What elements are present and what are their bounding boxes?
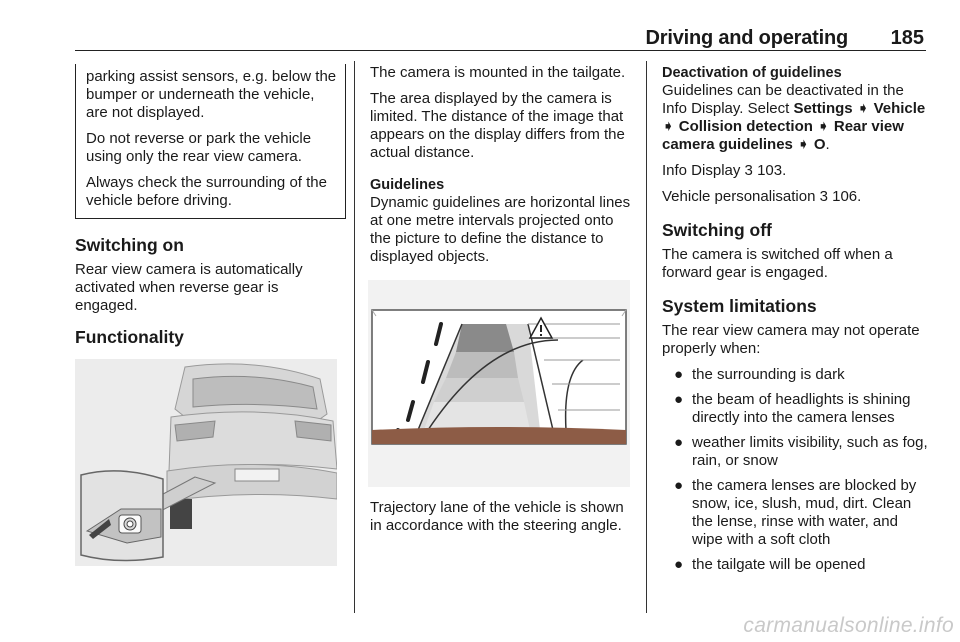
list-item-text: the beam of headlights is shining directly into the camera lenses [692,391,911,426]
period: . [825,136,830,153]
list-item-text: the surrounding is dark [692,366,845,383]
reference-page: 103. [757,162,787,179]
limitations-list [662,366,928,574]
bullet-icon: ● [674,366,684,383]
bullet-icon: ● [674,434,684,451]
list-item [662,556,928,574]
warning-text: Always check the surrounding of the vehicle before driving. [86,174,327,209]
paragraph: The camera is switched off when a forward gear is engaged. [662,246,893,281]
figure-caption: Trajectory lane of the vehicle is shown in accordance with the steering angle. [370,499,624,534]
car-rear-illustration [75,359,337,566]
list-item-text: the tailgate will be opened [692,556,866,573]
off-symbol: O [813,136,826,153]
paragraph: Rear view camera is automatically activated when reverse gear is engaged. [75,261,303,314]
paragraph: The camera is mounted in the tailgate. [370,64,626,81]
cross-reference [662,188,928,206]
warning-text: Do not reverse or park the vehicle using only the rear view camera. [86,130,312,165]
reference-page: 106. [832,188,862,205]
car-rear-camera-icon [75,359,337,566]
list-item [662,391,928,427]
bullet-icon: ● [674,556,684,573]
menu-path-collision-detection: Collision detection [678,118,813,135]
menu-path-rear-view-guidelines: Rear view camera guidelines [662,118,904,153]
paragraph: The rear view camera may not operate properly when: [662,322,920,357]
bullet-icon: ● [674,477,684,494]
list-item-text: the camera lenses are blocked by snow, ice, slush, mud, dirt. Clean the lense, rinse with water, and wipe with a soft cloth [692,477,917,548]
heading-system-limitations: System limitations [662,296,817,316]
watermark: carmanualsonline.info [743,614,954,637]
page-ref-icon: 3 [744,162,753,179]
deactivation-paragraph [662,82,928,154]
cross-reference [662,162,928,180]
heading-switching-off: Switching off [662,220,772,240]
list-item-text: weather limits visibility, such as fog, rain, or snow [692,434,928,469]
warning-text: parking assist sensors, e.g. below the bumper or underneath the vehicle, are not displayed. [86,68,337,121]
arrow-right-icon: ➧ [817,118,830,135]
warning-box [75,64,346,219]
page-number: 185 [890,27,924,49]
heading-switching-on: Switching on [75,235,184,255]
page-header [75,0,926,51]
camera-display-guidelines [368,280,630,487]
paragraph-text: Guidelines can be deactivated in the Info Display. Select [662,82,904,117]
list-item [662,434,928,470]
column-right [662,64,928,581]
column-middle [370,64,636,543]
list-item [662,477,928,549]
column-left [75,64,345,566]
reference-label: Info Display [662,162,741,179]
arrow-right-icon: ➧ [662,118,675,135]
menu-path-vehicle: Vehicle [873,100,926,117]
column-divider [354,61,355,613]
paragraph: The area displayed by the camera is limited. The distance of the image that appears on the display differs from the actual distance. [370,90,625,161]
list-item [662,366,928,384]
reference-label: Vehicle personalisation [662,188,816,205]
column-divider [646,61,647,613]
section-title: Driving and operating [645,27,848,49]
page-ref-icon: 3 [819,188,828,205]
arrow-right-icon: ➧ [856,100,870,117]
heading-deactivation: Deactivation of guidelines [662,65,842,81]
bullet-icon: ● [674,391,684,408]
arrow-right-icon: ➧ [797,136,810,153]
heading-guidelines: Guidelines [370,177,445,193]
heading-functionality: Functionality [75,327,184,347]
paragraph: Dynamic guidelines are horizontal lines at one metre intervals projected onto the picture to define the distance to displayed objects. [370,194,631,265]
menu-path-settings: Settings [793,100,853,117]
guidelines-illustration [368,280,630,487]
